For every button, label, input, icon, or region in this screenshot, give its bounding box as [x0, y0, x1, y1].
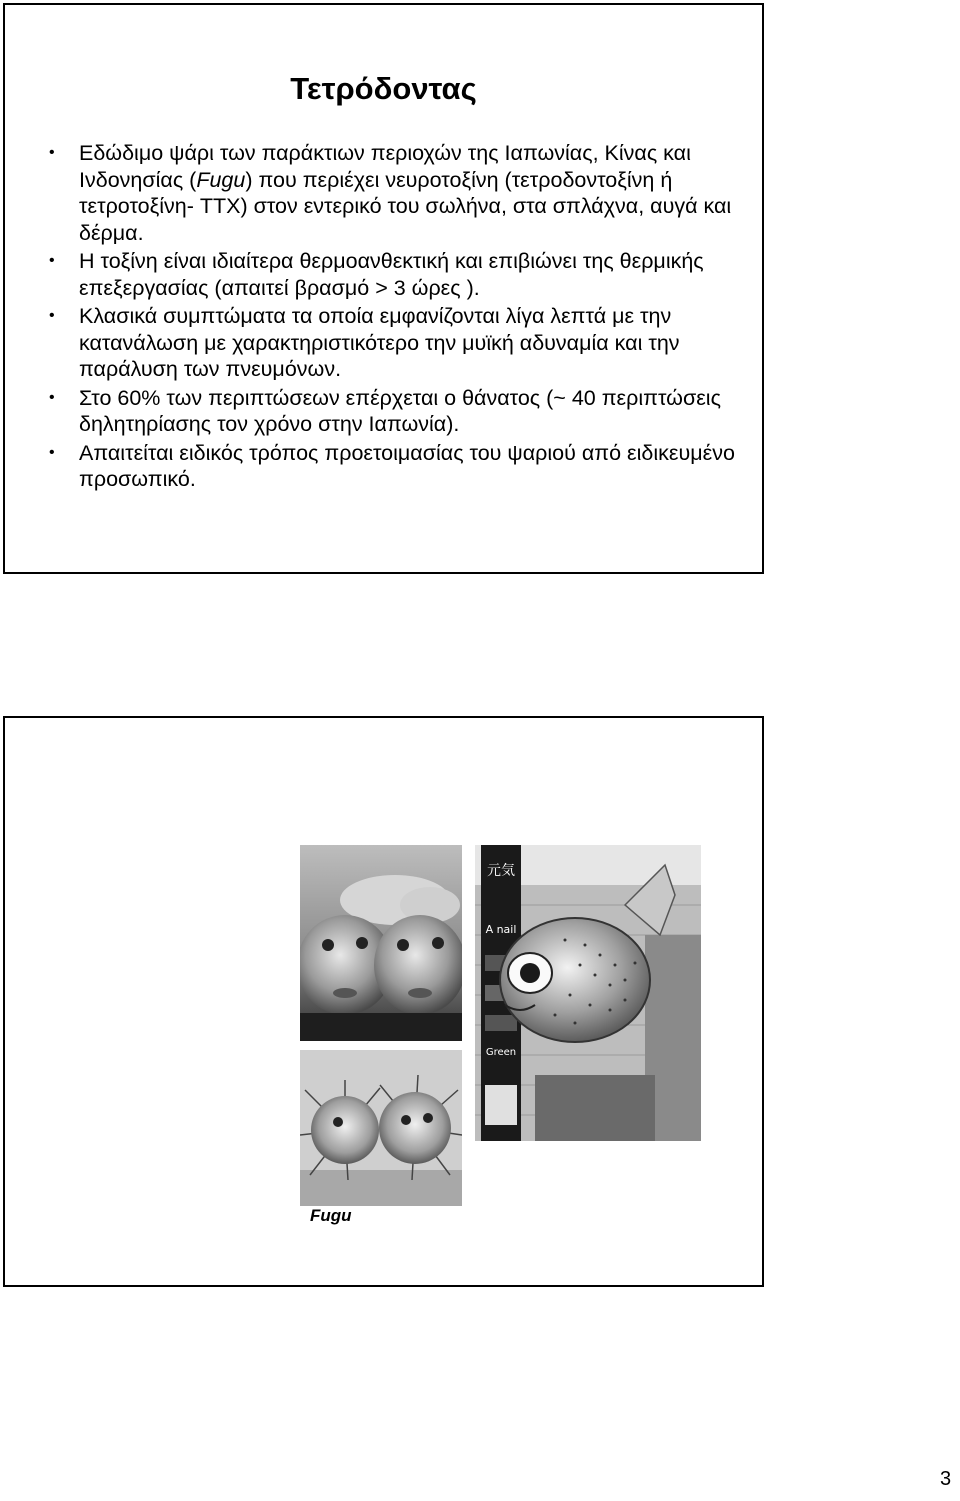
bullet-list [49, 140, 737, 495]
bullet-item [49, 248, 737, 301]
bullet-text-italic: Fugu [196, 167, 246, 192]
bullet-item [49, 440, 737, 493]
photo-caption: Fugu [310, 1206, 352, 1225]
fish-tank-photo [300, 845, 462, 1041]
page-number: 3 [940, 1468, 952, 1490]
fugu-sign-building-photo [475, 845, 701, 1141]
bullet-text: Απαιτείται ειδικός τρόπος προετοιμασίας του ψαριού από ειδικευμένο προσωπικό. [79, 440, 735, 491]
bullet-item [49, 140, 737, 246]
bullet-icon: • [49, 388, 55, 406]
bullet-item [49, 303, 737, 383]
bullet-icon: • [49, 307, 55, 324]
pufferfish-photo [300, 1050, 462, 1206]
bullet-icon: • [49, 443, 55, 461]
bullet-icon: • [49, 144, 55, 161]
svg-text:A nail: A nail [485, 923, 517, 936]
bullet-icon: • [49, 252, 55, 269]
slide-title: Τετρόδοντας [290, 71, 477, 106]
bullet-text: ) που περιέχει νευροτοξίνη (τετροδοντοξίνη ή τετροτοξίνη- TTX) στον εντερικό του σωλήνα, στα σπλάχνα, αυγά και δέρμα. [79, 167, 732, 245]
svg-text:Green: Green [485, 1047, 517, 1058]
bullet-text: Η τοξίνη είναι ιδιαίτερα θερμοανθεκτική και επιβιώνει της θερμικής επεξεργασίας (απαιτεί βρασμό > 3 ώρες ). [79, 249, 704, 300]
bullet-text: Στο 60% των περιπτώσεων επέρχεται ο θάνατος (~ 40 περιπτώσεις δηλητηρίασης τον χρόνο στην Ιαπωνία). [79, 385, 721, 436]
bullet-item [49, 385, 737, 438]
svg-text:元気: 元気 [487, 863, 515, 879]
slide-1 [3, 3, 764, 574]
bullet-text: Εδώδιμο ψάρι των παράκτιων περιοχών της Ιαπωνίας, Κίνας και Ινδονησίας ( [79, 141, 691, 192]
bullet-text: Κλασικά συμπτώματα τα οποία εμφανίζονται λίγα λεπτά με την κατανάλωση με χαρακτηριστικότερο την μυϊκή αδυναμία και την παράλυση των πνευμόνων. [79, 304, 680, 381]
